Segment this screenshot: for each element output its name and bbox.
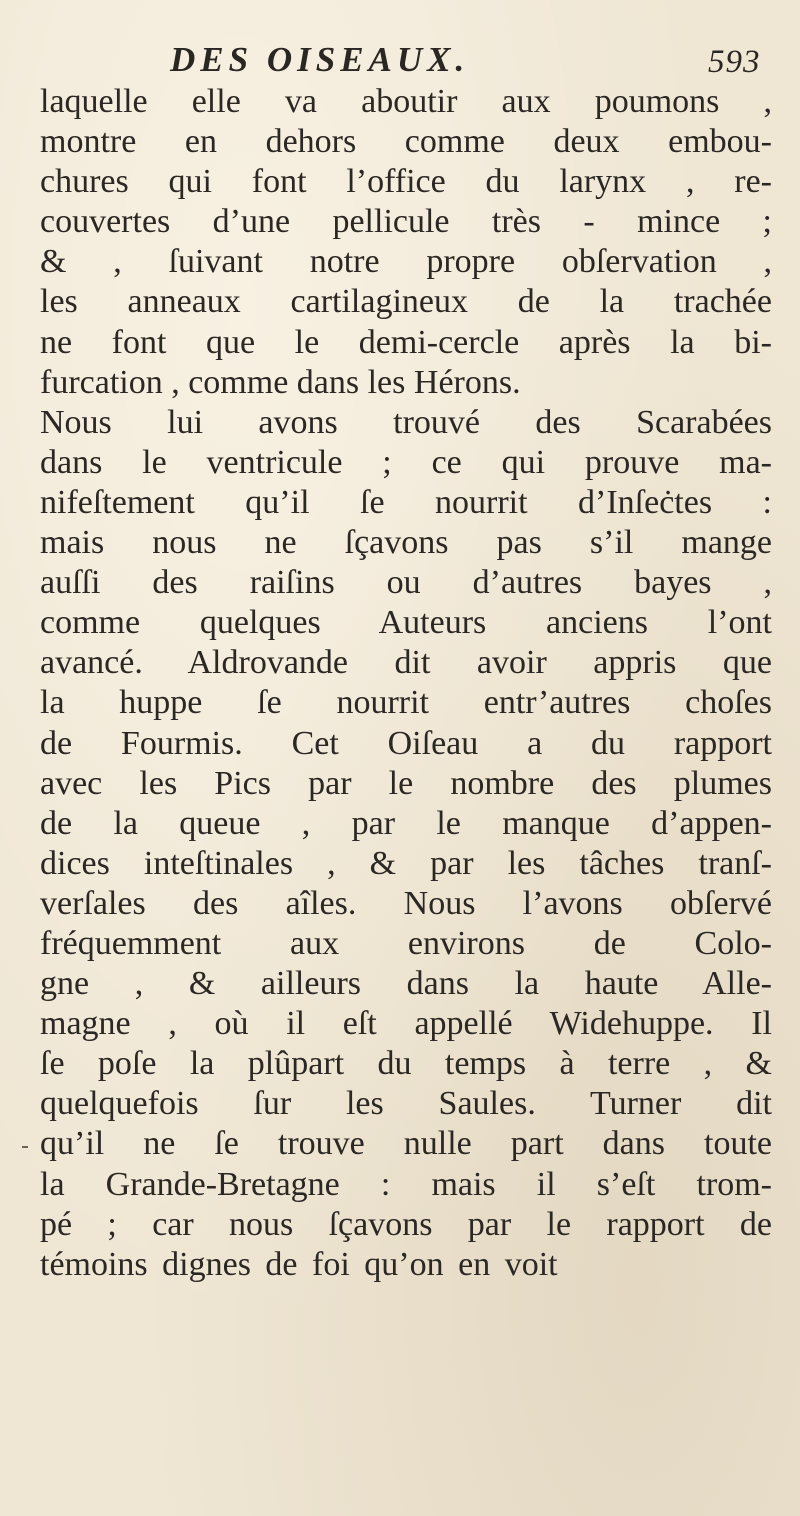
text-line: nifeſtement qu’il ſe nourrit d’Inſeċtes : xyxy=(40,483,772,521)
text-line: quelquefois ſur les Saules. Turner dit xyxy=(40,1085,772,1123)
text-line: gne , & ailleurs dans la haute Alle- xyxy=(40,965,772,1003)
text-line: laquelle elle va aboutir aux poumons , xyxy=(40,83,772,120)
text-line: verſales des aîles. Nous l’avons obſervé xyxy=(40,884,772,922)
text-line: & , ſuivant notre propre obſervation , xyxy=(40,243,772,281)
text-line: avancé. Aldrovande dit avoir appris que xyxy=(40,644,772,682)
text-line: montre en dehors comme deux embou- xyxy=(40,123,772,161)
text-line: qu’il ne ſe trouve nulle part dans toute xyxy=(40,1125,772,1163)
text-line: la huppe ſe nourrit entr’autres choſes xyxy=(40,684,772,722)
margin-mark xyxy=(22,1146,28,1148)
text-line: ſe poſe la plûpart du temps à terre , & xyxy=(40,1045,772,1083)
text-line: chures qui font l’office du larynx , re- xyxy=(40,163,772,201)
text-line: les anneaux cartilagineux de la trachée xyxy=(40,283,772,321)
text-line: de Fourmis. Cet Oiſeau a du rapport xyxy=(40,724,772,762)
text-line: pé ; car nous ſçavons par le rapport de xyxy=(40,1205,772,1243)
text-line: ne font que le demi-cercle après la bi- xyxy=(40,323,772,361)
text-line: témoins dignes de foi qu’on en voit xyxy=(40,1245,558,1283)
body-text xyxy=(40,82,772,1285)
text-line: furcation , comme dans les Hérons. xyxy=(40,363,521,401)
text-line: Nous lui avons trouvé des Scarabées xyxy=(40,403,772,441)
running-title: DES OISEAUX. xyxy=(170,40,470,79)
text-line: couvertes d’une pellicule très - mince ; xyxy=(40,203,772,241)
text-line: dices inteſtinales , & par les tâches tranſ- xyxy=(40,844,772,882)
text-line: dans le ventricule ; ce qui prouve ma- xyxy=(40,443,772,481)
text-line: magne , où il eſt appellé Widehuppe. Il xyxy=(40,1005,772,1043)
text-line: la Grande-Bretagne : mais il s’eſt trom- xyxy=(40,1165,772,1203)
text-line: auſſi des raiſins ou d’autres bayes , xyxy=(40,564,772,602)
text-line: mais nous ne ſçavons pas s’il mange xyxy=(40,524,772,562)
text-line: fréquemment aux environs de Colo- xyxy=(40,924,772,962)
page-number: 593 xyxy=(708,44,761,80)
text-line: comme quelques Auteurs anciens l’ont xyxy=(40,604,772,642)
text-line: de la queue , par le manque d’appen- xyxy=(40,804,772,842)
text-line: avec les Pics par le nombre des plumes xyxy=(40,764,772,802)
